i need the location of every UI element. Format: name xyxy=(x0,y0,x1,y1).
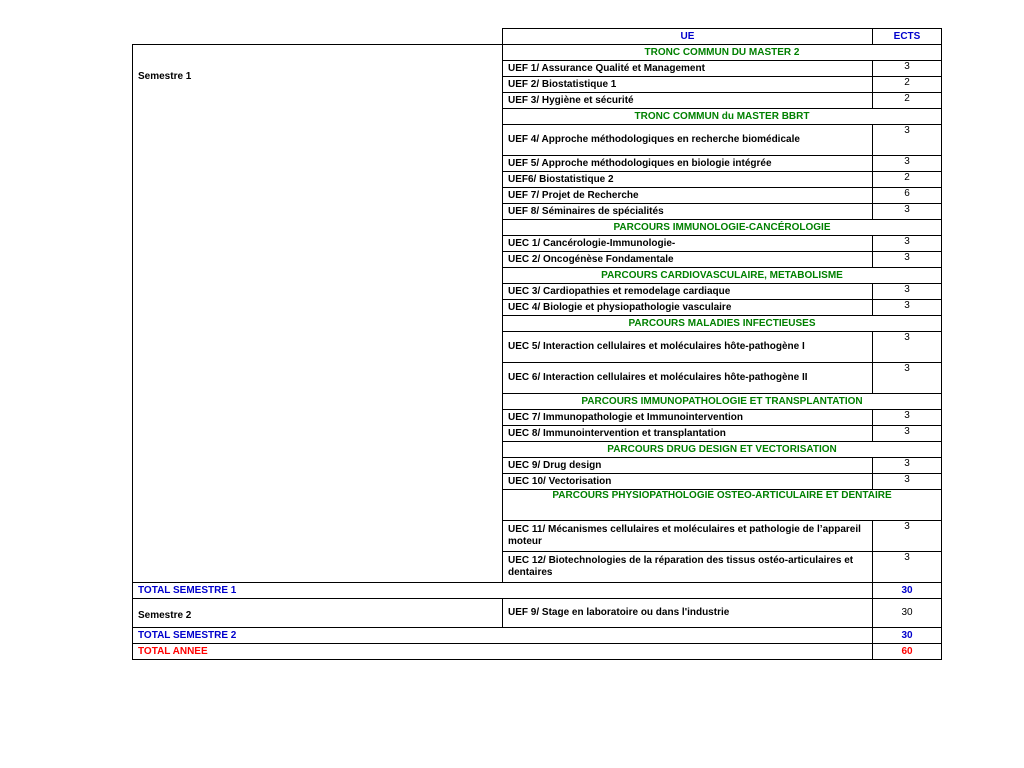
ue-label: UEC 11/ Mécanismes cellulaires et moléculaires et pathologie de l’appareil moteur xyxy=(503,521,873,552)
ue-label: UEF6/ Biostatistique 2 xyxy=(503,172,873,188)
ue-label: UEF 4/ Approche méthodologiques en recherche biomédicale xyxy=(503,125,873,156)
section-title: PARCOURS PHYSIOPATHOLOGIE OSTEO-ARTICULAIRE ET DENTAIRE xyxy=(503,490,942,521)
ects-value: 3 xyxy=(873,552,942,583)
ue-label: UEC 8/ Immunointervention et transplantation xyxy=(503,426,873,442)
ects-value: 3 xyxy=(873,521,942,552)
ects-value: 6 xyxy=(873,188,942,204)
ects-value: 3 xyxy=(873,474,942,490)
ects-value: 3 xyxy=(873,252,942,268)
section-title: PARCOURS MALADIES INFECTIEUSES xyxy=(503,316,942,332)
ue-label: UEC 12/ Biotechnologies de la réparation des tissus ostéo-articulaires et dentaires xyxy=(503,552,873,583)
ects-value: 3 xyxy=(873,204,942,220)
total-semestre-2-row xyxy=(133,628,942,644)
total-semestre-1-label: TOTAL SEMESTRE 1 xyxy=(133,583,873,599)
ects-value: 3 xyxy=(873,426,942,442)
ects-value: 3 xyxy=(873,363,942,394)
ue-label: UEF 5/ Approche méthodologiques en biologie intégrée xyxy=(503,156,873,172)
total-semestre-2-label: TOTAL SEMESTRE 2 xyxy=(133,628,873,644)
total-semestre-1-row xyxy=(133,583,942,599)
ue-label: UEF 3/ Hygiène et sécurité xyxy=(503,93,873,109)
total-annee-row xyxy=(133,644,942,660)
ects-value: 3 xyxy=(873,284,942,300)
ects-value: 2 xyxy=(873,93,942,109)
total-semestre-1-value: 30 xyxy=(873,583,942,599)
ue-label: UEC 2/ Oncogénèse Fondamentale xyxy=(503,252,873,268)
ue-label: UEF 7/ Projet de Recherche xyxy=(503,188,873,204)
ects-value: 3 xyxy=(873,332,942,363)
ue-label: UEF 2/ Biostatistique 1 xyxy=(503,77,873,93)
section-header-row xyxy=(133,45,942,61)
total-semestre-2-value: 30 xyxy=(873,628,942,644)
header-ects: ECTS xyxy=(873,29,942,45)
semestre-2-label: Semestre 2 xyxy=(133,599,503,628)
ects-value: 2 xyxy=(873,172,942,188)
ects-value: 3 xyxy=(873,156,942,172)
ue-label: UEC 6/ Interaction cellulaires et moléculaires hôte-pathogène II xyxy=(503,363,873,394)
ue-label: UEC 10/ Vectorisation xyxy=(503,474,873,490)
ue-label: UEF 1/ Assurance Qualité et Management xyxy=(503,61,873,77)
ects-value: 3 xyxy=(873,410,942,426)
ects-value: 3 xyxy=(873,125,942,156)
ue-ects-table xyxy=(132,28,942,660)
ue-label: UEC 5/ Interaction cellulaires et moléculaires hôte-pathogène I xyxy=(503,332,873,363)
ects-value: 3 xyxy=(873,61,942,77)
ue-label: UEC 3/ Cardiopathies et remodelage cardiaque xyxy=(503,284,873,300)
semestre-2-row xyxy=(133,599,942,628)
total-annee-label: TOTAL ANNEE xyxy=(133,644,873,660)
header-blank xyxy=(133,29,503,45)
ects-value: 2 xyxy=(873,77,942,93)
section-title: PARCOURS DRUG DESIGN ET VECTORISATION xyxy=(503,442,942,458)
section-title: PARCOURS CARDIOVASCULAIRE, METABOLISME xyxy=(503,268,942,284)
ue-label: UEC 1/ Cancérologie-Immunologie- xyxy=(503,236,873,252)
section-title: TRONC COMMUN DU MASTER 2 xyxy=(503,45,942,61)
header-ue: UE xyxy=(503,29,873,45)
ects-value: 3 xyxy=(873,236,942,252)
total-annee-value: 60 xyxy=(873,644,942,660)
ects-value: 3 xyxy=(873,458,942,474)
ue-label: UEC 4/ Biologie et physiopathologie vasculaire xyxy=(503,300,873,316)
ue-label: UEC 9/ Drug design xyxy=(503,458,873,474)
section-title: PARCOURS IMMUNOPATHOLOGIE ET TRANSPLANTATION xyxy=(503,394,942,410)
ue-label: UEF 8/ Séminaires de spécialités xyxy=(503,204,873,220)
section-title: PARCOURS IMMUNOLOGIE-CANCÉROLOGIE xyxy=(503,220,942,236)
ue-label: UEC 7/ Immunopathologie et Immunointervention xyxy=(503,410,873,426)
semestre-1-label: Semestre 1 xyxy=(133,45,503,583)
ects-value: 3 xyxy=(873,300,942,316)
section-title: TRONC COMMUN du MASTER BBRT xyxy=(503,109,942,125)
ects-value: 30 xyxy=(873,599,942,628)
ue-label: UEF 9/ Stage en laboratoire ou dans l'industrie xyxy=(503,599,873,628)
header-row xyxy=(133,29,942,45)
